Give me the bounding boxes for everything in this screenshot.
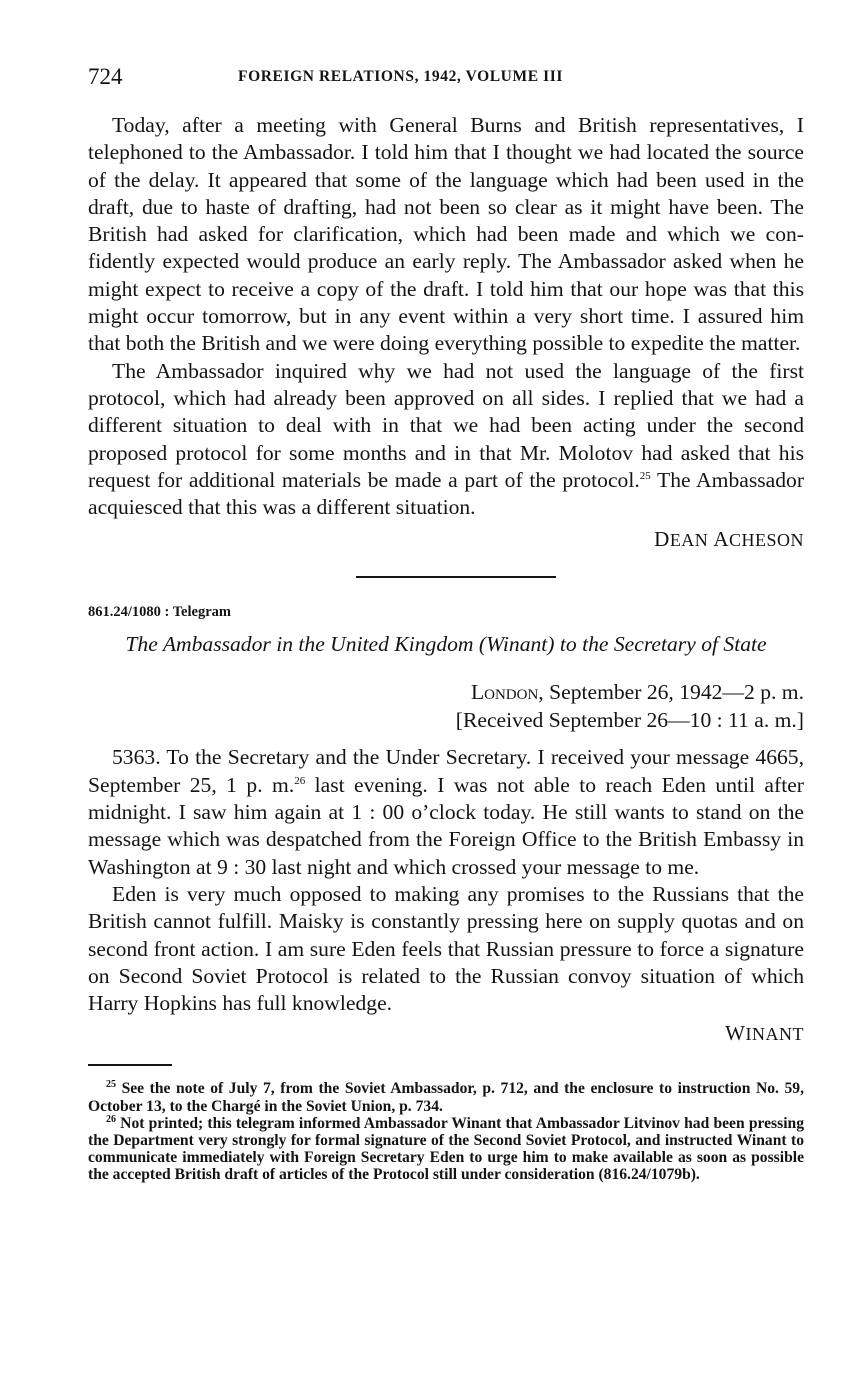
footnote-rule <box>88 1064 172 1066</box>
telegram-paragraph-1 <box>88 744 804 880</box>
dateline-received: [Received September 26—10 : 11 a. m.] <box>455 708 804 733</box>
footnote-ref-26: 26 <box>294 774 306 787</box>
signature-acheson: DEAN ACHESON <box>654 527 804 552</box>
dateline-place: London <box>470 680 539 705</box>
dateline <box>88 678 804 734</box>
page-number: 724 <box>88 64 123 89</box>
section-divider <box>356 576 556 578</box>
document-title: The Ambassador in the United Kingdom (Winant) to the Secretary of State <box>125 632 767 657</box>
file-number: 861.24/1080 : Telegram <box>88 604 231 621</box>
dateline-sent <box>88 678 804 706</box>
memo-paragraph-1: Today, after a meeting with General Burns and British representatives, I telephoned to the Ambassador. I told him that I thought we had located the source of the delay. It appeared that some of the language which had been used in the draft, due to haste of drafting, had not been so clear as it might have been. The British had asked for clarification, which had been made and which we confidently expected would produce an early reply. The Ambassador asked when he might expect to receive a copy of the draft. I told him that our hope was that this might occur tomorrow, but in any event within a very short time. I assured him that both the British and we were doing everything possible to expedite the matter. <box>88 113 804 356</box>
document-page <box>88 60 804 1184</box>
running-head <box>88 60 804 100</box>
footnote-text: See the note of July 7, from the Soviet Ambassador, p. 712, and the enclosure to instruction No. 59, October 13, to the Chargé in the Soviet Union, p. 734. <box>88 1080 804 1115</box>
footnote-number: 26 <box>106 1113 116 1125</box>
footnote-ref-25: 25 <box>639 469 651 482</box>
footnote-number: 25 <box>106 1079 116 1091</box>
memo-paragraph-2-text: The Ambassador inquired why we had not used the language of the first protocol, which had already been approved on all sides. I replied that we had a different situation to deal with in that we had been acting under the second proposed protocol for some months and in that Mr. Molotov had asked that his request for additional materials be made a part of the protocol. <box>88 358 804 492</box>
running-head-title: FOREIGN RELATIONS, 1942, VOLUME III <box>238 68 563 85</box>
signature-winant: WINANT <box>725 1021 804 1046</box>
memo-paragraph-2 <box>88 358 804 522</box>
telegram-paragraph-2: Eden is very much opposed to making any promises to the Russians that the British cannot fulfill. Maisky is constantly pressing here on supply quotas and on second front action. I am sure Eden feels that Russian pressure to force a signature on Second Soviet Protocol is related to the Russian convoy situation of which Harry Hopkins has full knowledge. <box>88 881 804 1016</box>
telegram-paragraph-1-end: last evening. I was not able to reach Eden until after midnight. I saw him again at 1 : 00 o’clock today. He still wants to stand on the message which was despatched from the Foreign Office to the British Embassy in Washington at 9 : 30 last night and which crossed your message to me. <box>88 772 804 879</box>
telegram-paragraph-1-start: 5363. To the Secretary and the Under Secretary. I received your message 4665, September 25, 1 p. m. <box>88 745 804 797</box>
memo-paragraph-2-tail: The Ambassador acquiesced that this was a different situation. <box>88 467 805 520</box>
footnote-25 <box>88 1080 804 1114</box>
footnote-26 <box>88 1115 804 1184</box>
footnote-text: Not printed; this telegram informed Ambassador Winant that Ambassador Litvinov had been pressing the Department very strongly for formal signature of the Second Soviet Protocol, and instructed Winant to communicate immediately with Foreign Secretary Eden to urge him to make available as soon as possible the accepted British draft of articles of the Protocol still under consideration (816.24/1079b). <box>88 1114 804 1184</box>
dateline-date: , September 26, 1942—2 p. m. <box>538 680 804 705</box>
footnotes <box>88 1080 804 1183</box>
